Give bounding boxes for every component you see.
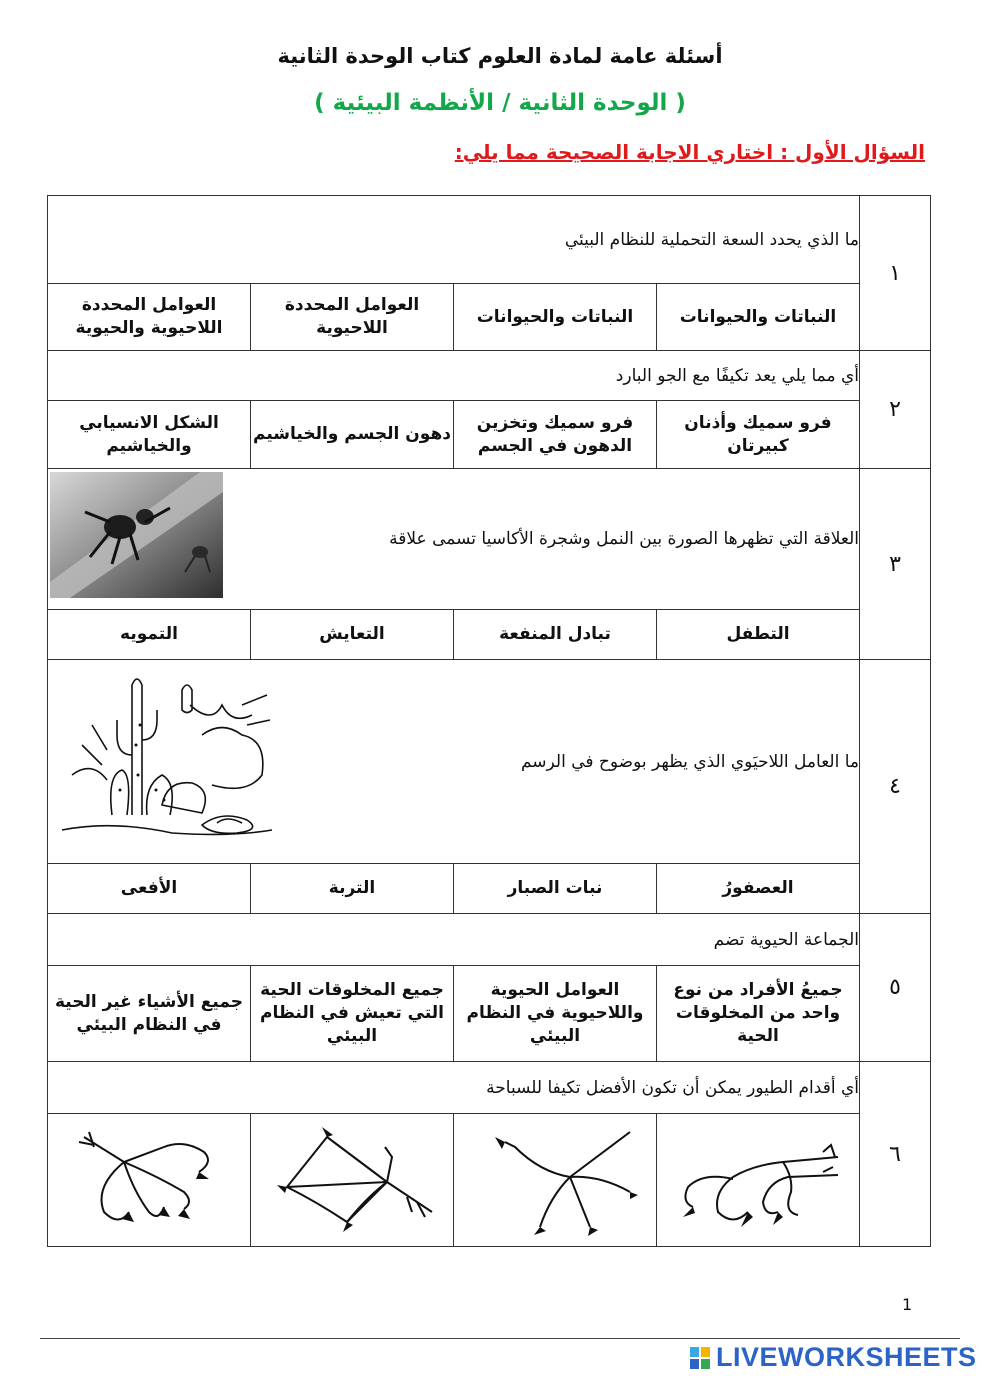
brand-text: LIVEWORKSHEETS xyxy=(716,1342,977,1372)
grasping-foot-drawing xyxy=(470,1117,640,1237)
question-text: العلاقة التي تظهرها الصورة بين النمل وشجرة الأكاسيا تسمى علاقة xyxy=(389,529,859,549)
option-a[interactable]: فرو سميك وأذنان كبيرتان xyxy=(657,401,860,469)
raptor-foot-drawing xyxy=(64,1117,234,1237)
option-c[interactable]: دهون الجسم والخياشيم xyxy=(251,401,454,469)
question-number: ٣ xyxy=(860,469,931,660)
option-d[interactable]: الأفعى xyxy=(48,864,251,914)
option-d[interactable]: جميع الأشياء غير الحية في النظام البيئي xyxy=(48,966,251,1062)
option-a[interactable]: التطفل xyxy=(657,610,860,660)
brand-logo xyxy=(690,1342,977,1373)
unit-subtitle: ( الوحدة الثانية / الأنظمة البيئية ) xyxy=(314,90,686,116)
question-number: ٤ xyxy=(860,660,931,914)
perching-foot-drawing xyxy=(673,1117,843,1237)
option-d[interactable]: الشكل الانسيابي والخياشيم xyxy=(48,401,251,469)
desert-drawing xyxy=(52,665,277,840)
question-number: ٥ xyxy=(860,914,931,1062)
option-a[interactable]: جميعُ الأفراد من نوع واحد من المخلوقات الحية xyxy=(657,966,860,1062)
page-number: 1 xyxy=(902,1295,913,1314)
question-text: الجماعة الحيوية تضم xyxy=(48,914,860,966)
option-a-perching-foot[interactable] xyxy=(657,1114,860,1247)
question-cell xyxy=(48,660,860,864)
option-c[interactable]: التعايش xyxy=(251,610,454,660)
webbed-foot-drawing xyxy=(267,1117,437,1237)
question-number: ٢ xyxy=(860,351,931,469)
option-d[interactable]: التمويه xyxy=(48,610,251,660)
option-a[interactable]: النباتات والحيوانات xyxy=(657,284,860,351)
question-heading: السؤال الأول : اختاري الاجابة الصحيحة مما يلي: xyxy=(454,140,925,164)
question-text: ما الذي يحدد السعة التحملية للنظام البيئي xyxy=(48,196,860,284)
footer-divider xyxy=(40,1338,960,1339)
question-text: أي أقدام الطيور يمكن أن تكون الأفضل تكيفا للسباحة xyxy=(48,1062,860,1114)
quiz-table xyxy=(47,195,931,1247)
option-b[interactable]: تبادل المنفعة xyxy=(454,610,657,660)
page-title: أسئلة عامة لمادة العلوم كتاب الوحدة الثانية xyxy=(277,44,723,68)
option-b[interactable]: النباتات والحيوانات xyxy=(454,284,657,351)
question-text: ما العامل اللاحيَوي الذي يظهر بوضوح في الرسم xyxy=(520,751,859,772)
question-text: أي مما يلي يعد تكيفًا مع الجو البارد xyxy=(48,351,860,401)
question-cell xyxy=(48,469,860,610)
option-b[interactable]: نبات الصبار xyxy=(454,864,657,914)
option-c[interactable]: العوامل المحددة اللاحيوية xyxy=(251,284,454,351)
liveworksheets-icon xyxy=(690,1345,712,1371)
option-c-webbed-foot[interactable] xyxy=(251,1114,454,1247)
option-b[interactable]: العوامل الحيوية واللاحيوية في النظام البيئي xyxy=(454,966,657,1062)
question-number: ١ xyxy=(860,196,931,351)
option-d-raptor-foot[interactable] xyxy=(48,1114,251,1247)
option-a[interactable]: العصفورُ xyxy=(657,864,860,914)
ant-acacia-photo xyxy=(50,472,223,598)
option-c[interactable]: التربة xyxy=(251,864,454,914)
option-b[interactable]: فرو سميك وتخزين الدهون في الجسم xyxy=(454,401,657,469)
option-b-grasping-foot[interactable] xyxy=(454,1114,657,1247)
option-c[interactable]: جميع المخلوقات الحية التي تعيش في النظام البيئي xyxy=(251,966,454,1062)
question-number: ٦ xyxy=(860,1062,931,1247)
option-d[interactable]: العوامل المحددة اللاحيوية والحيوية xyxy=(48,284,251,351)
